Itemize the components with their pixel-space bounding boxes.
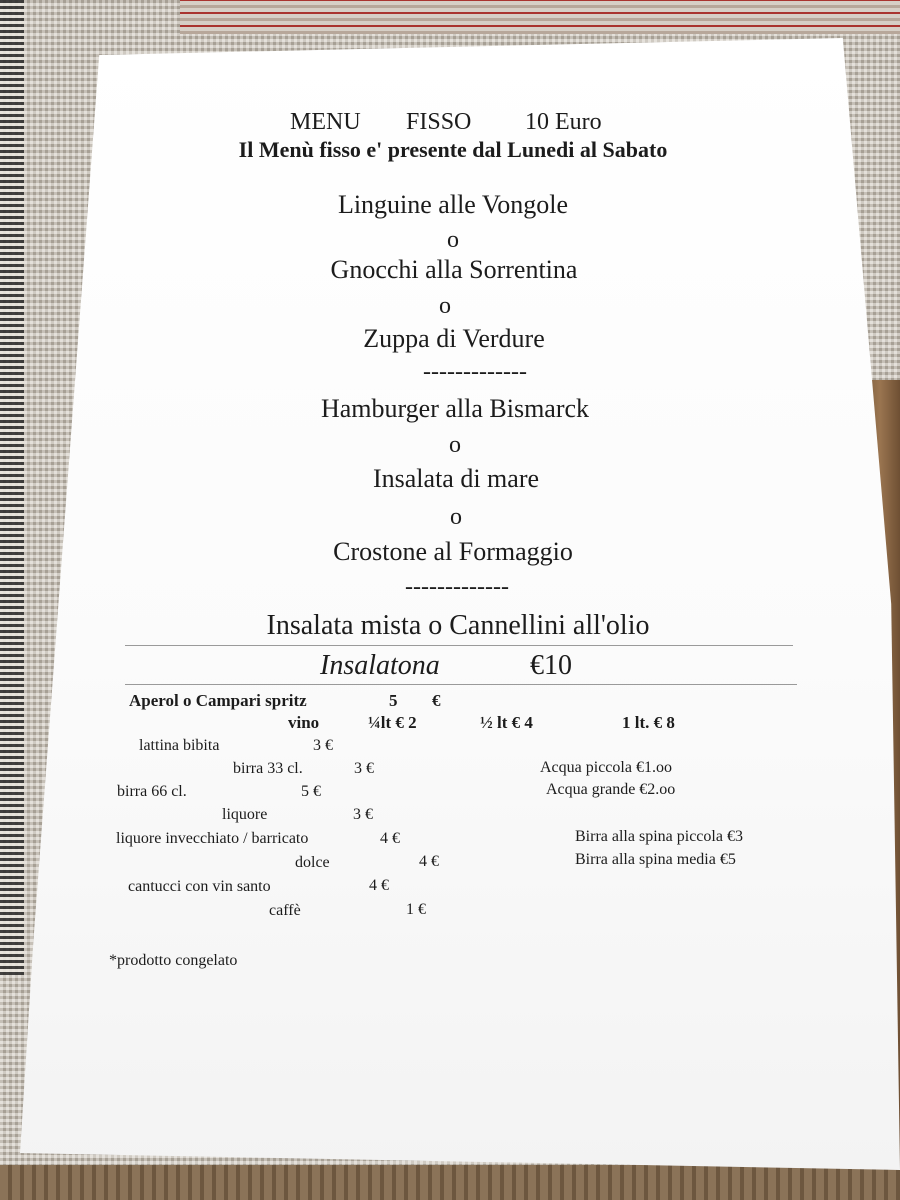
birra33-price: 3 € (354, 760, 374, 777)
spritz-currency: € (432, 691, 441, 710)
or-word: o (447, 227, 459, 253)
contorno: Insalata mista o Cannellini all'olio (266, 610, 650, 641)
primo-1: Linguine alle Vongole (337, 190, 569, 219)
primo-2: Gnocchi alla Sorrentina (330, 255, 578, 284)
birra33-label: birra 33 cl. (233, 760, 303, 777)
spritz-label: Aperol o Campari spritz (129, 691, 307, 710)
secondo-2: Insalata di mare (372, 464, 540, 493)
or-word: o (449, 432, 461, 458)
acqua-grande: Acqua grande €2.oo (546, 781, 676, 798)
header-fisso: FISSO (406, 109, 472, 135)
lattina-price: 3 € (313, 737, 333, 754)
separator: ------------- (405, 574, 509, 600)
liquore-invecchiato-price: 4 € (380, 830, 400, 847)
caffe-label: caffè (269, 902, 301, 919)
lattina-label: lattina bibita (139, 737, 220, 754)
divider-line (125, 645, 793, 646)
vino-label: vino (288, 713, 320, 732)
vino-half: ½ lt € 4 (480, 713, 533, 732)
subtitle: Il Menù fisso e' presente dal Lunedi al Sabato (238, 137, 668, 162)
birra66-price: 5 € (301, 783, 321, 800)
insalatona-name: Insalatona (320, 650, 440, 681)
or-word: o (450, 504, 462, 530)
liquore-label: liquore (222, 806, 268, 823)
cantucci-price: 4 € (369, 877, 389, 894)
secondo-3: Crostone al Formaggio (333, 537, 573, 566)
dolce-label: dolce (295, 854, 330, 871)
vino-quarter: ¼lt € 2 (368, 713, 417, 732)
birra-spina-piccola: Birra alla spina piccola €3 (575, 828, 743, 845)
birra66-label: birra 66 cl. (117, 783, 187, 800)
header-price: 10 Euro (525, 109, 602, 135)
spritz-price: 5 (389, 691, 398, 710)
header-menu: MENU (290, 109, 361, 135)
placemat-edge (0, 0, 24, 975)
separator: ------------- (423, 359, 527, 385)
caffe-price: 1 € (406, 901, 426, 918)
acqua-piccola: Acqua piccola €1.oo (540, 759, 672, 776)
footnote: *prodotto congelato (109, 952, 238, 969)
secondo-1: Hamburger alla Bismarck (320, 394, 590, 423)
divider-line (125, 684, 797, 685)
placemat-stripes (180, 0, 900, 34)
or-word: o (439, 293, 451, 319)
birra-spina-media: Birra alla spina media €5 (575, 851, 736, 868)
liquore-price: 3 € (353, 806, 373, 823)
liquore-invecchiato-label: liquore invecchiato / barricato (116, 830, 309, 847)
vino-liter: 1 lt. € 8 (622, 713, 675, 732)
primo-3: Zuppa di Verdure (363, 324, 545, 353)
cantucci-label: cantucci con vin santo (128, 878, 271, 895)
dolce-price: 4 € (419, 853, 439, 870)
insalatona-price: €10 (530, 650, 572, 681)
table-edge (0, 1165, 900, 1200)
